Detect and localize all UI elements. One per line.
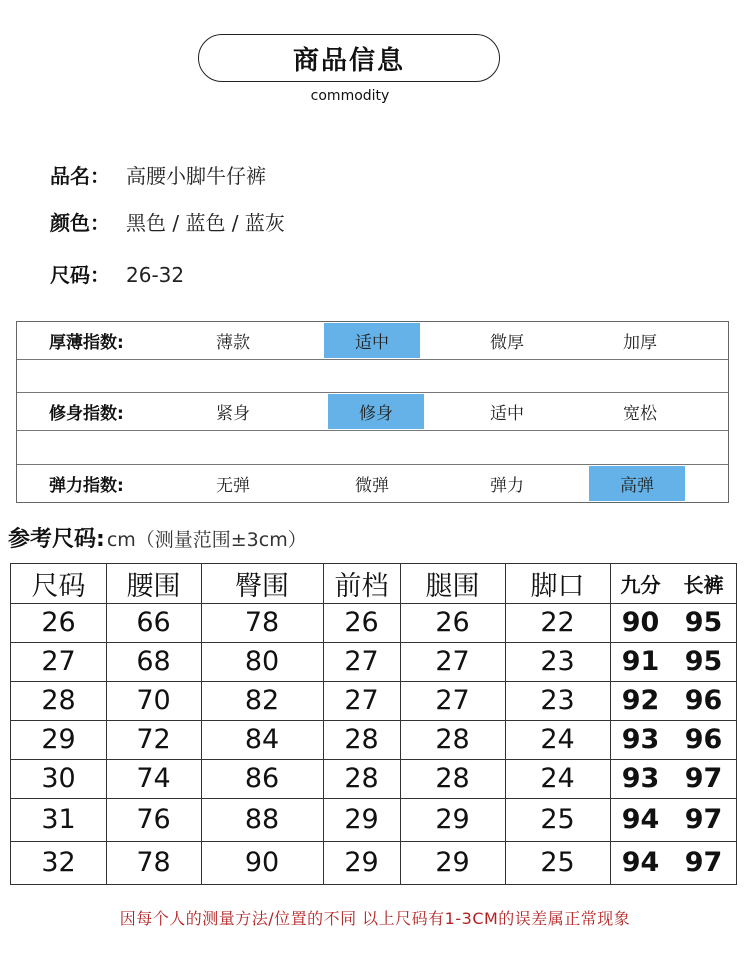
- index-row-label: 修身指数:: [49, 404, 124, 424]
- table-cell: 29: [435, 847, 470, 878]
- table-cell: 91: [621, 646, 660, 677]
- table-cell: 26: [344, 607, 379, 638]
- table-cell: 78: [244, 607, 280, 638]
- reference-heading: [8, 522, 307, 553]
- table-cell: 76: [136, 804, 171, 835]
- table-cell: 23: [540, 646, 575, 677]
- table-cell: 97: [684, 804, 723, 835]
- table-cell: 24: [540, 724, 575, 755]
- table-header-cell: 腿围: [425, 571, 480, 602]
- info-label: 品名：: [50, 164, 110, 188]
- table-cell: 26: [435, 607, 470, 638]
- table-header-cell: 尺码: [31, 571, 86, 602]
- table-cell: 28: [41, 685, 76, 716]
- table-cell: 23: [540, 685, 575, 716]
- table-cell: 32: [41, 847, 76, 878]
- info-row-name: [50, 160, 266, 189]
- table-cell: 82: [244, 685, 280, 716]
- table-cell: 25: [540, 804, 575, 835]
- table-cell: 97: [684, 847, 723, 878]
- table-cell: 30: [41, 763, 76, 794]
- reference-title: 参考尺码:: [8, 527, 105, 552]
- info-row-color: [50, 207, 285, 236]
- table-cell: 74: [136, 763, 171, 794]
- index-option: 薄款: [216, 333, 250, 353]
- table-cell: 29: [344, 804, 379, 835]
- table-cell: 78: [136, 847, 171, 878]
- info-label: 颜色：: [50, 211, 110, 235]
- index-option-selected: 适中: [324, 323, 420, 358]
- index-spacer-row: [17, 360, 728, 393]
- index-row-label: 厚薄指数:: [49, 333, 124, 353]
- section-title-text: 商品信息: [292, 45, 405, 76]
- table-cell: 68: [136, 646, 171, 677]
- table-cell: 94: [621, 804, 660, 835]
- table-header-cell: 臀围: [235, 571, 289, 602]
- table-cell: 70: [136, 685, 171, 716]
- index-option: 弹力: [490, 476, 524, 496]
- table-cell: 28: [435, 763, 470, 794]
- info-row-size: [50, 259, 184, 288]
- table-cell: 90: [621, 607, 660, 638]
- index-option: 适中: [490, 404, 524, 424]
- table-cell: 72: [136, 724, 171, 755]
- table-cell: 88: [244, 804, 280, 835]
- size-table: [10, 563, 737, 885]
- table-cell: 28: [344, 763, 379, 794]
- table-cell: 27: [435, 685, 470, 716]
- table-cell: 27: [344, 646, 379, 677]
- table-cell: 95: [684, 607, 723, 638]
- table-cell: 27: [344, 685, 379, 716]
- table-header-cell: 前档: [334, 571, 389, 602]
- table-cell: 94: [621, 847, 660, 878]
- index-row-fit: [17, 393, 728, 431]
- index-table: [16, 321, 729, 503]
- reference-unit-note: cm（测量范围±3cm）: [106, 529, 307, 551]
- index-option: 微弹: [355, 476, 389, 496]
- index-option-selected: 高弹: [589, 466, 685, 501]
- index-option: 无弹: [216, 476, 250, 496]
- info-value: 黑色 / 蓝色 / 蓝灰: [126, 211, 285, 235]
- table-cell: 84: [244, 724, 280, 755]
- table-cell: 25: [540, 847, 575, 878]
- table-cell: 92: [621, 685, 660, 716]
- table-cell: 26: [41, 607, 76, 638]
- index-spacer-row: [17, 431, 728, 465]
- table-header-cell: 九分: [620, 573, 661, 597]
- table-cell: 96: [684, 685, 723, 716]
- section-title: [198, 34, 500, 82]
- index-option: 宽松: [623, 404, 657, 424]
- table-cell: 86: [244, 763, 280, 794]
- table-cell: 97: [684, 763, 723, 794]
- table-cell: 80: [244, 646, 280, 677]
- index-row-label: 弹力指数:: [49, 476, 124, 496]
- index-option-selected: 修身: [328, 394, 424, 429]
- info-value: 26-32: [126, 263, 185, 287]
- table-cell: 28: [435, 724, 470, 755]
- index-option: 紧身: [216, 404, 250, 424]
- table-cell: 28: [344, 724, 379, 755]
- table-cell: 96: [684, 724, 723, 755]
- section-subtitle: commodity: [310, 88, 390, 104]
- table-header-cell: 腰围: [126, 571, 181, 602]
- table-cell: 29: [435, 804, 470, 835]
- info-value: 高腰小脚牛仔裤: [126, 164, 266, 188]
- table-cell: 22: [540, 607, 575, 638]
- table-cell: 27: [41, 646, 76, 677]
- table-header-cell: 脚口: [530, 571, 585, 602]
- index-row-thickness: [17, 322, 728, 360]
- table-header-cell: 长裤: [683, 573, 724, 597]
- table-cell: 93: [621, 763, 660, 794]
- index-option: 微厚: [490, 333, 524, 353]
- footer-note: 因每个人的测量方法/位置的不同 以上尺码有1-3CM的误差属正常现象: [119, 909, 631, 928]
- table-cell: 31: [41, 804, 76, 835]
- table-cell: 93: [621, 724, 660, 755]
- table-cell: 66: [136, 607, 171, 638]
- table-cell: 27: [435, 646, 470, 677]
- info-label: 尺码：: [50, 263, 110, 287]
- table-cell: 90: [244, 847, 280, 878]
- index-option: 加厚: [623, 333, 657, 353]
- table-cell: 29: [41, 724, 76, 755]
- index-row-stretch: [17, 465, 728, 502]
- table-cell: 24: [540, 763, 575, 794]
- table-cell: 95: [684, 646, 723, 677]
- table-cell: 29: [344, 847, 379, 878]
